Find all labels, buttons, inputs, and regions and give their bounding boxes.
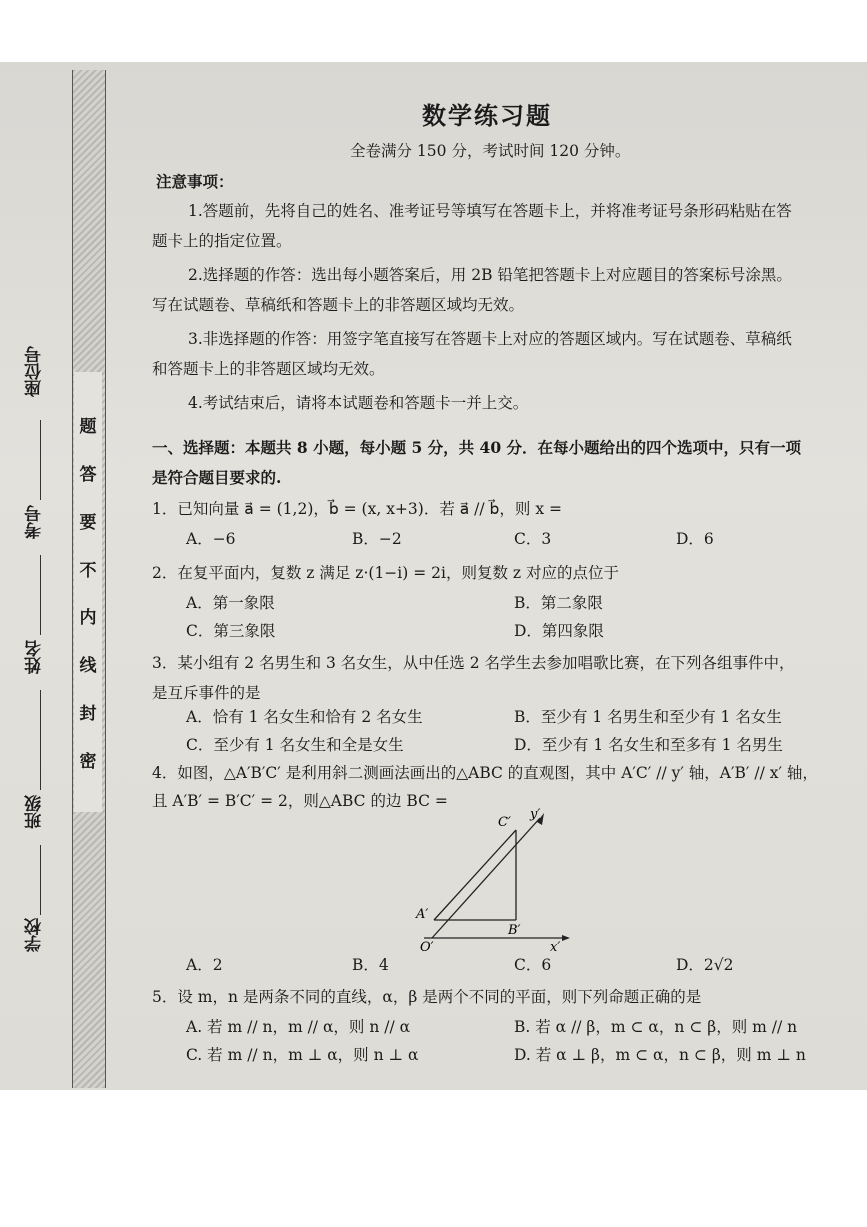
label-b: B′	[508, 923, 521, 938]
question-4-stem: 4．如图，△A′B′C′ 是利用斜二测画法画出的△ABC 的直观图，其中 A′C′ // y′ 轴，A′B′ // x′ 轴，	[152, 764, 818, 782]
seal-char: 不	[79, 560, 97, 581]
seal-line-text	[74, 372, 102, 812]
option: B．−2	[352, 530, 402, 548]
field-line	[40, 690, 41, 790]
option: D．第四象限	[514, 622, 604, 640]
field-line	[40, 555, 41, 635]
option: A. 若 m // n，m // α，则 n // α	[186, 1018, 411, 1036]
section-heading: 一、选择题：本题共 8 小题，每小题 5 分，共 40 分．在每小题给出的四个选项中，只有一项	[152, 438, 802, 457]
question-5-stem: 5．设 m，n 是两条不同的直线，α，β 是两个不同的平面，则下列命题正确的是	[152, 988, 702, 1006]
option: A．2	[186, 956, 223, 974]
option: A．−6	[186, 530, 236, 548]
label-a: A′	[416, 907, 429, 922]
seal-char: 封	[79, 704, 97, 725]
question-3-stem: 3．某小组有 2 名男生和 3 名女生，从中任选 2 名学生去参加唱歌比赛，在下列各组事件中，	[152, 654, 795, 672]
seat-number-label: 座位号	[25, 346, 45, 397]
seal-char: 答	[79, 464, 97, 485]
option: C．6	[514, 956, 552, 974]
option: C．第三象限	[186, 622, 276, 640]
exam-number-label: 考号	[25, 505, 45, 539]
option: C．3	[514, 530, 552, 548]
notice-text: 题卡上的指定位置。	[152, 232, 292, 250]
notice-text: 写在试题卷、草稿纸和答题卡上的非答题区域均无效。	[152, 296, 525, 314]
option: B．4	[352, 956, 389, 974]
option: B．至少有 1 名男生和至少有 1 名女生	[514, 708, 782, 726]
option: D．2√2	[676, 956, 734, 974]
page-title: 数学练习题	[422, 101, 552, 130]
question-1-stem: 1．已知向量 a⃗ = (1,2)，b⃗ = (x, x+3)．若 a⃗ // b⃗，则 x =	[152, 500, 562, 518]
field-line	[40, 420, 41, 500]
label-o: O′	[420, 940, 434, 953]
class-label: 班级	[25, 795, 45, 829]
option: C．至少有 1 名女生和全是女生	[186, 736, 404, 754]
option: B. 若 α // β，m ⊂ α，n ⊂ β，则 m // n	[514, 1018, 798, 1036]
seal-char: 要	[79, 512, 97, 533]
option: D．6	[676, 530, 714, 548]
x-axis-arrow	[562, 935, 570, 941]
question-2-stem: 2．在复平面内，复数 z 满足 z·(1−i) = 2i，则复数 z 对应的点位于	[152, 564, 619, 582]
option: D. 若 α ⊥ β，m ⊂ α，n ⊂ β，则 m ⊥ n	[514, 1046, 806, 1064]
seal-char: 线	[79, 656, 97, 677]
notice-heading: 注意事项：	[156, 172, 234, 191]
option: B．第二象限	[514, 594, 603, 612]
seal-char: 题	[79, 417, 97, 437]
label-c: C′	[498, 815, 511, 830]
notice-text: 1.答题前，先将自己的姓名、准考证号等填写在答题卡上，并将准考证号条形码粘贴在答	[188, 202, 792, 220]
option: D．至少有 1 名女生和至多有 1 名男生	[514, 736, 783, 754]
seal-char: 密	[79, 751, 97, 772]
notice-text: 3.非选择题的作答：用签字笔直接写在答题卡上对应的答题区域内。写在试题卷、草稿纸	[188, 330, 792, 348]
label-x: x′	[550, 940, 561, 953]
notice-text: 4.考试结束后，请将本试题卷和答题卡一并上交。	[188, 394, 529, 412]
label-y: y′	[530, 808, 541, 822]
oblique-figure	[414, 808, 574, 953]
option: C. 若 m // n，m ⊥ α，则 n ⊥ α	[186, 1046, 419, 1064]
name-label: 姓名	[25, 640, 45, 674]
field-line	[40, 845, 41, 915]
question-3-stem: 是互斥事件的是	[152, 684, 261, 702]
question-4-stem: 且 A′B′ = B′C′ = 2，则△ABC 的边 BC =	[152, 792, 448, 810]
seal-char: 内	[79, 608, 97, 629]
school-label: 学校	[25, 918, 45, 952]
segment-a-c	[434, 830, 516, 920]
notice-text: 2.选择题的作答：选出每小题答案后，用 2B 铅笔把答题卡上对应题目的答案标号涂黑。	[188, 266, 792, 284]
section-heading: 是符合题目要求的.	[152, 468, 282, 487]
option: A．恰有 1 名女生和恰有 2 名女生	[186, 708, 423, 726]
notice-text: 和答题卡上的非答题区域均无效。	[152, 360, 385, 378]
exam-info: 全卷满分 150 分，考试时间 120 分钟。	[350, 142, 631, 160]
option: A．第一象限	[186, 594, 275, 612]
